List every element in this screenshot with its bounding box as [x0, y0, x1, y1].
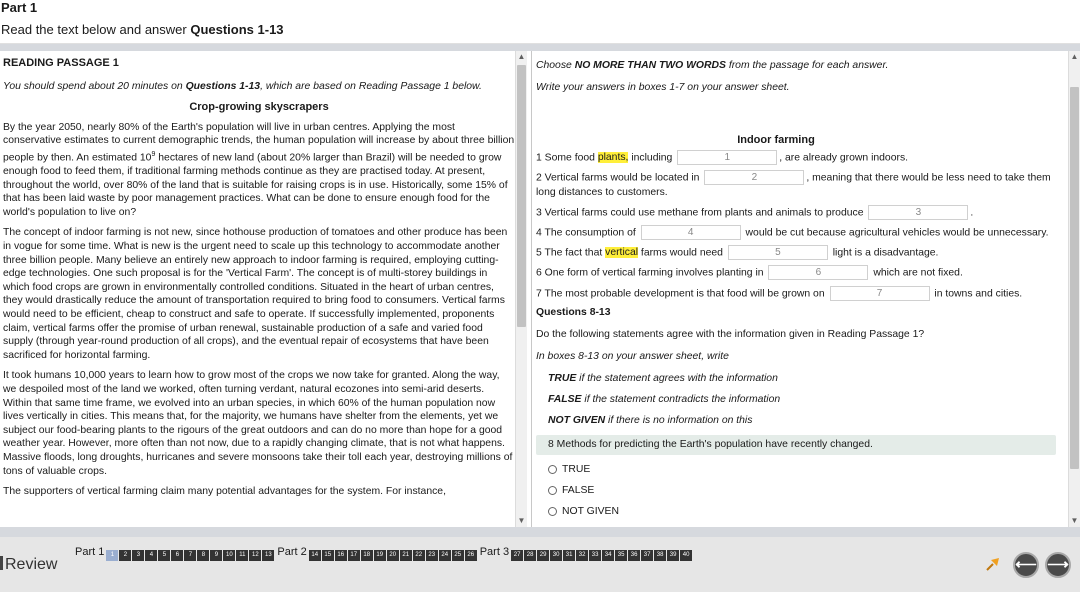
- nav-question-21[interactable]: 21: [400, 550, 412, 561]
- radio-circle-icon[interactable]: [548, 486, 557, 495]
- questions-8-13-write: In boxes 8-13 on your answer sheet, write: [536, 350, 729, 362]
- nav-question-25[interactable]: 25: [452, 550, 464, 561]
- scrollbar-thumb[interactable]: [517, 65, 526, 327]
- nav-question-32[interactable]: 32: [576, 550, 588, 561]
- nav-question-24[interactable]: 24: [439, 550, 451, 561]
- nav-part-1-label[interactable]: Part 1: [75, 546, 105, 558]
- passage-paragraph-4: The supporters of vertical farming claim many potential advantages for the system. For instance,: [3, 486, 446, 498]
- nav-question-22[interactable]: 22: [413, 550, 425, 561]
- nav-question-10[interactable]: 10: [223, 550, 235, 561]
- nav-question-19[interactable]: 19: [374, 550, 386, 561]
- part-title: Part 1: [1, 0, 38, 15]
- questions-instruction-2: Write your answers in boxes 1-7 on your answer sheet.: [536, 82, 790, 93]
- arrow-left-icon: ⟵: [1015, 556, 1037, 573]
- false-definition: [536, 393, 1056, 407]
- header-divider: [0, 44, 1080, 51]
- nav-question-7[interactable]: 7: [184, 550, 196, 561]
- part-instructions: [1, 22, 284, 37]
- nav-question-9[interactable]: 9: [210, 550, 222, 561]
- nav-question-18[interactable]: 18: [361, 550, 373, 561]
- note-bold: Questions 1-13: [185, 80, 261, 92]
- nav-question-33[interactable]: 33: [589, 550, 601, 561]
- passage-subtitle: Crop-growing skyscrapers: [189, 101, 329, 114]
- scroll-down-icon[interactable]: ▼: [517, 516, 526, 525]
- note-suffix: , which are based on Reading Passage 1 below.: [260, 80, 482, 92]
- nav-question-14[interactable]: 14: [309, 550, 321, 561]
- question-7: [536, 286, 1056, 301]
- instr-bold: NO MORE THAN TWO WORDS: [574, 60, 726, 71]
- nav-question-28[interactable]: 28: [524, 550, 536, 561]
- nav-question-27[interactable]: 27: [511, 550, 523, 561]
- nav-question-36[interactable]: 36: [628, 550, 640, 561]
- nav-question-29[interactable]: 29: [537, 550, 549, 561]
- question-4: [536, 225, 1056, 240]
- question-text: , are already grown indoors.: [779, 152, 909, 164]
- question-text: 6 One form of vertical farming involves planting in: [536, 267, 764, 279]
- radio-not-given[interactable]: [536, 505, 1056, 519]
- review-checkbox-icon[interactable]: [0, 556, 3, 570]
- radio-false[interactable]: [536, 484, 1056, 498]
- nav-question-34[interactable]: 34: [602, 550, 614, 561]
- nav-part-2-label[interactable]: Part 2: [277, 546, 307, 558]
- questions-8-13-prompt: Do the following statements agree with the information given in Reading Passage 1?: [536, 328, 925, 340]
- instruction-text: Read the text below and answer: [1, 22, 191, 37]
- passage-paragraph-1: [3, 121, 515, 220]
- passage-note: [3, 80, 515, 94]
- answer-input-7[interactable]: 7: [830, 286, 930, 301]
- note-prefix: You should spend about 20 minutes on: [3, 80, 186, 92]
- nav-question-31[interactable]: 31: [563, 550, 575, 561]
- definition-text: if there is no information on this: [605, 414, 753, 426]
- notes-title: Indoor farming: [737, 134, 815, 146]
- questions-scrollbar[interactable]: [1068, 51, 1080, 527]
- question-5: [536, 245, 1056, 260]
- nav-question-1[interactable]: 1: [106, 550, 118, 561]
- question-text: 3 Vertical farms could use methane from plants and animals to produce: [536, 206, 864, 218]
- instruction-bold: Questions 1-13: [190, 22, 284, 37]
- nav-question-2[interactable]: 2: [119, 550, 131, 561]
- nav-question-26[interactable]: 26: [465, 550, 477, 561]
- radio-circle-icon[interactable]: [548, 465, 557, 474]
- question-6: [536, 265, 1056, 280]
- radio-circle-icon[interactable]: [548, 507, 557, 516]
- passage-scrollbar[interactable]: [515, 51, 527, 527]
- radio-label[interactable]: NOT GIVEN: [562, 505, 619, 517]
- questions-instruction-1: [536, 59, 1056, 73]
- nav-question-16[interactable]: 16: [335, 550, 347, 561]
- question-2: [536, 170, 1056, 199]
- answer-input-5[interactable]: 5: [728, 245, 828, 260]
- part-header: [0, 0, 1080, 44]
- question-text: would be cut because agricultural vehicles would be unnecessary.: [745, 227, 1049, 238]
- arrow-right-icon: ⟶: [1047, 556, 1069, 573]
- highlighted-text: vertical: [605, 247, 639, 259]
- question-text: 2 Vertical farms would be located in: [536, 172, 700, 184]
- nav-question-20[interactable]: 20: [387, 550, 399, 561]
- superscript: 9: [151, 150, 156, 158]
- scrollbar-thumb[interactable]: [1070, 87, 1079, 469]
- definition-text: if the statement agrees with the information: [576, 372, 778, 384]
- question-text: 4 The consumption of: [536, 227, 636, 238]
- flag-icon[interactable]: [985, 556, 1001, 572]
- question-text: 1 Some food: [536, 152, 598, 164]
- questions-8-13-heading: Questions 8-13: [536, 306, 611, 318]
- scroll-down-icon[interactable]: ▼: [1070, 516, 1079, 525]
- questions-panel[interactable]: [533, 51, 1080, 527]
- nav-question-37[interactable]: 37: [641, 550, 653, 561]
- next-button[interactable]: [1045, 552, 1071, 578]
- nav-question-6[interactable]: 6: [171, 550, 183, 561]
- scroll-up-icon[interactable]: ▲: [1070, 52, 1079, 61]
- review-label[interactable]: Review: [5, 556, 58, 573]
- question-text: which are not fixed.: [873, 267, 963, 279]
- nav-question-15[interactable]: 15: [322, 550, 334, 561]
- review-button[interactable]: [0, 556, 57, 574]
- nav-question-13[interactable]: 13: [262, 550, 274, 561]
- nav-question-4[interactable]: 4: [145, 550, 157, 561]
- question-text: , meaning that there would be less need to take them long distances to customers.: [536, 172, 1051, 198]
- paragraph-text: By the year 2050, nearly 80% of the Earth's population will live in urban centres. Applying the most conservative estimates to current demographic trends, the human population will increase by about three billion people by then. An estimated 10: [3, 121, 515, 164]
- answer-input-4[interactable]: 4: [641, 225, 741, 240]
- radio-label[interactable]: TRUE: [562, 463, 591, 475]
- question-text: in towns and cities.: [934, 287, 1023, 299]
- footer-navigation: [0, 537, 1080, 592]
- scroll-up-icon[interactable]: ▲: [517, 52, 526, 61]
- instr-text: from the passage for each answer.: [725, 60, 889, 71]
- answer-input-6[interactable]: 6: [768, 265, 868, 280]
- radio-true[interactable]: [536, 463, 1056, 477]
- nav-question-35[interactable]: 35: [615, 550, 627, 561]
- nav-question-8[interactable]: 8: [197, 550, 209, 561]
- nav-question-40[interactable]: 40: [680, 550, 692, 561]
- nav-question-30[interactable]: 30: [550, 550, 562, 561]
- answer-input-3[interactable]: 3: [868, 205, 968, 220]
- definition-label: TRUE: [548, 372, 577, 384]
- paragraph-text: hectares of new land (about 20% larger than Brazil) will be needed to grow enough food to feed them, if traditional farming methods continue as they are practised today. At present, throughout the world, over 80% of the land that is suitable for raising crops is in use. Historically, some 15% of that has been laid waste by poor management practices. What can be done to ensure enough food for the world's population to live on?: [3, 152, 508, 218]
- question-text: 7 The most probable development is that food will be grown on: [536, 287, 825, 299]
- nav-part-2-questions: [309, 543, 478, 561]
- question-3: [536, 205, 1056, 220]
- passage-heading: READING PASSAGE 1: [3, 57, 119, 69]
- nav-question-12[interactable]: 12: [249, 550, 261, 561]
- questions-content: [536, 59, 1056, 526]
- passage-paragraph-2: The concept of indoor farming is not new, since hothouse production of tomatoes and other produce has been in vogue for some time. What is new is the urgent need to scale up this technology to accommodate another three billion people. Many believe an entirely new approach to indoor farming is required, employing cutting-edge technologies. One such proposal is for the 'Vertical Farm'. The concept is of multi-storey buildings in which food crops are grown in environmentally controlled conditions. Situated in the heart of urban centres, they would drastically reduce the amount of transportation required to bring food to consumers. Vertical farms would need to be efficient, cheap to construct and safe to operate. If successfully implemented, proponents claim, vertical farms offer the promise of urban renewal, sustainable production of a safe and varied food supply (through year-round production of all crops), and the eventual repair of ecosystems that have been sacrificed for horizontal farming.: [3, 227, 508, 361]
- question-8-statement: 8 Methods for predicting the Earth's population have recently changed.: [536, 435, 1056, 455]
- nav-question-38[interactable]: 38: [654, 550, 666, 561]
- nav-question-5[interactable]: 5: [158, 550, 170, 561]
- nav-question-11[interactable]: 11: [236, 550, 248, 561]
- nav-question-17[interactable]: 17: [348, 550, 360, 561]
- passage-paragraph-3: It took humans 10,000 years to learn how to grow most of the crops we now take for granted. Along the way, we despoiled most of the land we worked, often turning verdant, natural ecozones into semi-arid deserts. Within that same time frame, we evolved into an urban species, in which 60% of the human population now lives vertically in cities. This means that, for the majority, we humans have shelter from the elements, yet we subject our food-bearing plants to the rigours of the great outdoors and can do no more than hope for a good weather year. However, more often than not now, due to a rapidly changing climate, that is not what happens. Massive floods, long droughts, hurricanes and severe monsoons take their toll each year, destroying millions of tons of valuable crops.: [3, 370, 513, 477]
- nav-question-39[interactable]: 39: [667, 550, 679, 561]
- radio-label[interactable]: FALSE: [562, 484, 595, 496]
- true-definition: [536, 372, 1056, 386]
- instr-text: Choose: [536, 60, 575, 71]
- question-text: including: [628, 152, 673, 164]
- question-text: 5 The fact that: [536, 247, 606, 259]
- nav-part-1-questions: [106, 543, 275, 561]
- question-1: [536, 150, 1056, 165]
- previous-button[interactable]: [1013, 552, 1039, 578]
- definition-label: FALSE: [548, 393, 582, 405]
- answer-input-1[interactable]: 1: [677, 150, 777, 165]
- nav-question-3[interactable]: 3: [132, 550, 144, 561]
- footer-divider: [0, 527, 1080, 537]
- highlighted-text: plants,: [597, 152, 629, 164]
- definition-text: if the statement contradicts the information: [581, 393, 781, 405]
- question-navigator: [75, 543, 693, 561]
- nav-part-3-label[interactable]: Part 3: [479, 546, 510, 558]
- question-text: light is a disadvantage.: [832, 247, 939, 259]
- definition-label: NOT GIVEN: [548, 414, 606, 426]
- answer-input-2[interactable]: 2: [704, 170, 804, 185]
- nav-part-3-questions: [511, 543, 693, 561]
- nav-question-23[interactable]: 23: [426, 550, 438, 561]
- question-text: farms would need: [638, 247, 723, 259]
- passage-content: [3, 57, 515, 506]
- not-given-definition: [536, 414, 1056, 428]
- passage-panel[interactable]: [0, 51, 532, 527]
- question-text: .: [970, 206, 974, 218]
